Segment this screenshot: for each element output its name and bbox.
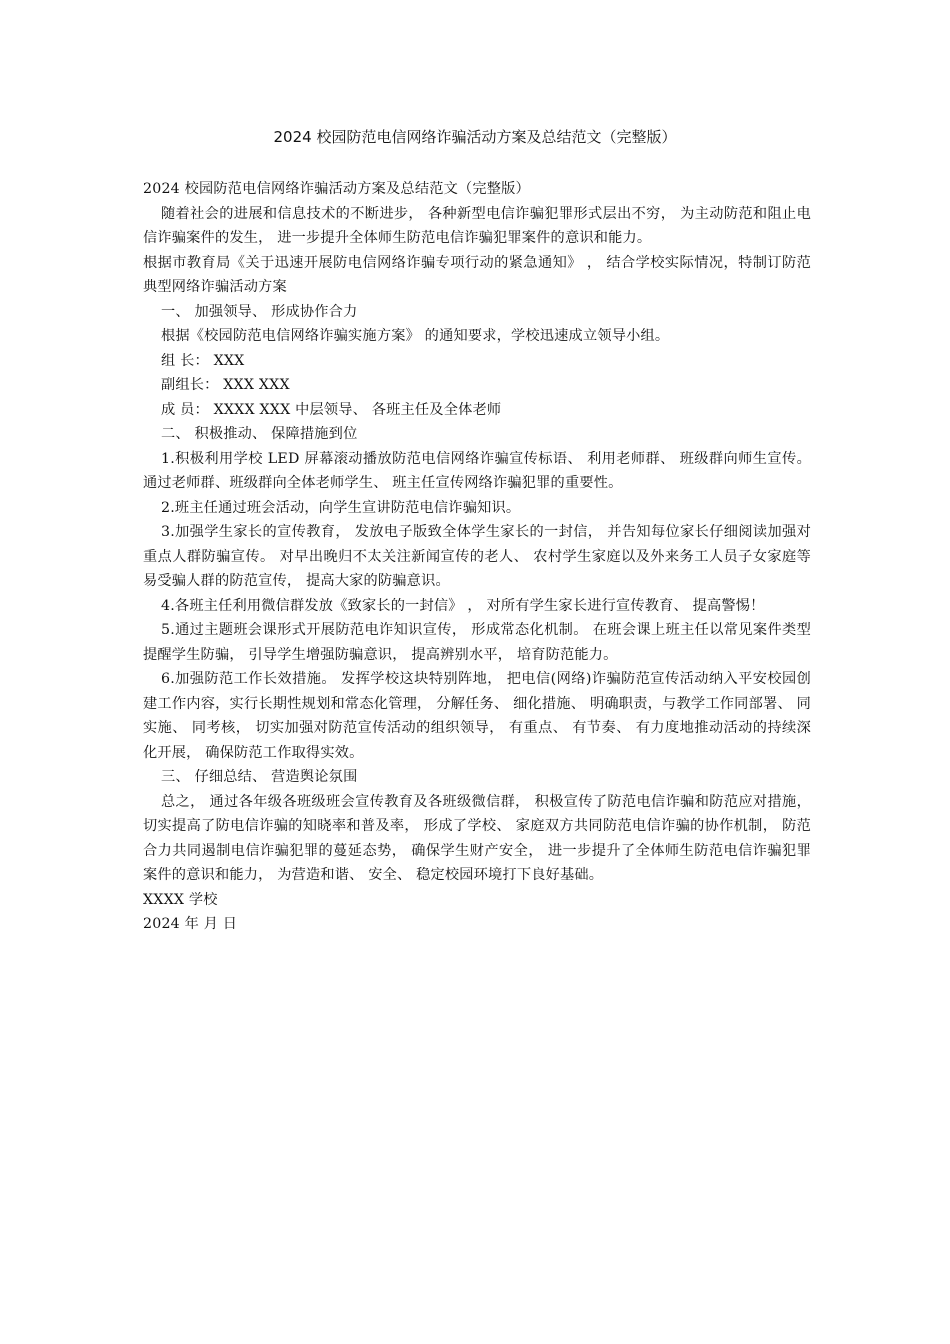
measure-item-2: 2.班主任通过班会活动，向学生宣讲防范电信诈骗知识。: [161, 499, 521, 516]
document-title: 2024 校园防范电信网络诈骗活动方案及总结范文（完整版）: [273, 128, 677, 146]
section-heading-1: 一、 加强领导、 形成协作合力: [161, 303, 358, 320]
section-heading-3: 三、 仔细总结、 营造舆论氛围: [161, 769, 358, 785]
measure-item-6: 6.加强防范工作长效措施。 发挥学校这块特别阵地， 把电信(网络)诈骗防范宣传活动纳入平安校园创建工作内容，实行长期性规划和常态化管理， 分解任务、 细化措施、 明确职责，与教学工作同部署、 同实施、 同考核， 切实加强对防范宣传活动的组织领导， 有重点、 有节奏、 有力度地推动活动的持续深化开展， 确保防范工作取得实效。: [143, 671, 811, 761]
members-line: 成 员： XXXX XXX 中层领导、 各班主任及全体老师: [161, 401, 502, 418]
intro-paragraph: 随着社会的进展和信息技术的不断进步， 各种新型电信诈骗犯罪形式层出不穷， 为主动防范和阻止电信诈骗案件的发生， 进一步提升全体师生防范电信诈骗犯罪案件的意识和能力。: [143, 205, 811, 246]
document-date: 2024 年 月 日: [143, 916, 238, 932]
school-signature: XXXX 学校: [143, 891, 218, 908]
section-1-paragraph: 根据《校园防范电信网络诈骗实施方案》 的通知要求，学校迅速成立领导小组。: [161, 328, 670, 344]
section-heading-2: 二、 积极推动、 保障措施到位: [161, 426, 358, 442]
measure-item-5: 5.通过主题班会课形式开展防范电诈知识宣传， 形成常态化机制。 在班会课上班主任以常见案件类型提醒学生防骗， 引导学生增强防骗意识， 提高辨别水平， 培育防范能力。: [143, 622, 811, 663]
basis-paragraph: 根据市教育局《关于迅速开展防电信网络诈骗专项行动的紧急通知》 ， 结合学校实际情况，特制订防范典型网络诈骗活动方案: [143, 254, 811, 295]
measure-item-4: 4.各班主任利用微信群发放《致家长的一封信》 ， 对所有学生家长进行宣传教育、 提高警惕！: [161, 597, 765, 614]
summary-paragraph: 总之， 通过各年级各班级班会宣传教育及各班级微信群， 积极宣传了防范电信诈骗和防范应对措施， 切实提高了防电信诈骗的知晓率和普及率， 形成了学校、 家庭双方共同防范电信诈骗的协作机制， 防范合力共同遏制电信诈骗犯罪的蔓延态势， 确保学生财产安全， 进一步提升了全体师生防范电信诈骗犯罪案件的意识和能力， 为营造和谐、 安全、 稳定校园环境打下良好基础。: [143, 793, 811, 883]
leader-line: 组 长： XXX: [161, 352, 245, 369]
document-body: [143, 177, 811, 937]
measure-item-1: 1.积极利用学校 LED 屏幕滚动播放防范电信网络诈骗宣传标语、 利用老师群、 班级群向师生宣传。 通过老师群、班级群向全体老师学生、 班主任宣传网络诈骗犯罪的重要性。: [143, 450, 811, 491]
deputy-leader-line: 副组长： XXX XXX: [161, 377, 290, 393]
document-subtitle: 2024 校园防范电信网络诈骗活动方案及总结范文（完整版）: [143, 181, 530, 197]
measure-item-3: 3.加强学生家长的宣传教育， 发放电子版致全体学生家长的一封信， 并告知每位家长仔细阅读加强对重点人群防骗宣传。 对早出晚归不太关注新闻宣传的老人、 农村学生家庭以及外来务工人员子女家庭等易受骗人群的防范宣传， 提高大家的防骗意识。: [143, 524, 811, 589]
